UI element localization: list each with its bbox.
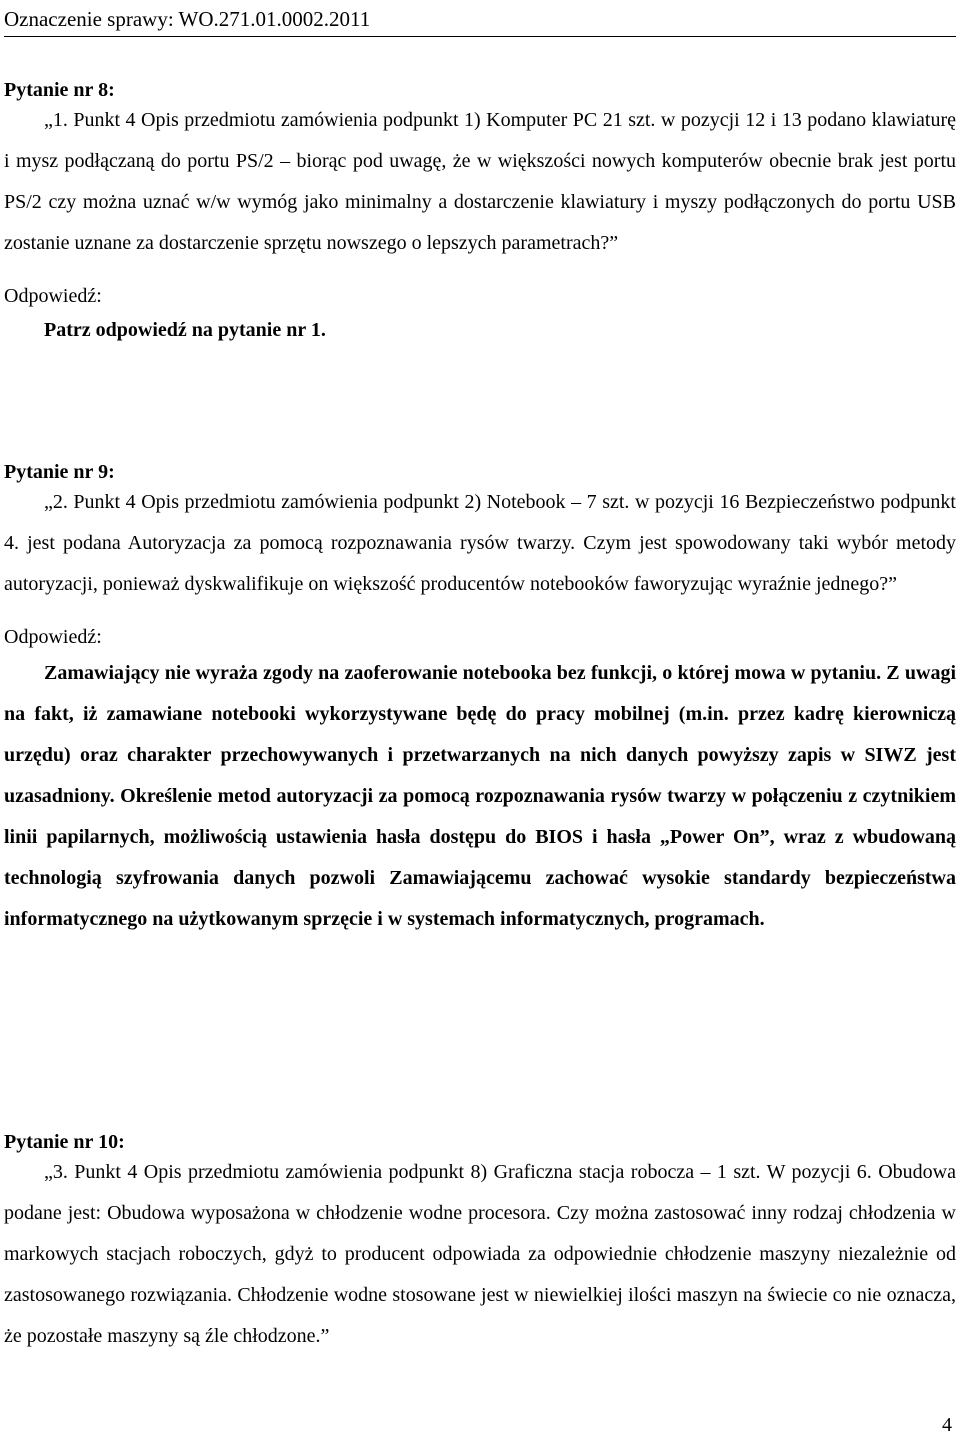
page-number: 4 <box>942 1414 952 1436</box>
question-8 <box>4 78 956 342</box>
question-10 <box>4 1130 956 1357</box>
question-9 <box>4 460 956 940</box>
question-text: „2. Punkt 4 Opis przedmiotu zamówienia podpunkt 2) Notebook – 7 szt. w pozycji 16 Bezpieczeństwo podpunkt 4. jest podana Autoryzacja za pomocą rozpoznawania rysów twarzy. Czym jest spowodowany taki wybór metody autoryzacji, ponieważ dyskwalifikuje on większość producentów notebooków faworyzując wyraźnie jednego?” <box>4 491 956 595</box>
question-text: „3. Punkt 4 Opis przedmiotu zamówienia podpunkt 8) Graficzna stacja robocza – 1 szt. W pozycji 6. Obudowa podane jest: Obudowa wyposażona w chłodzenie wodne procesora. Czy można zastosować inny rodzaj chłodzenia w markowych stacjach roboczych, gdyż to producent odpowiada za odpowiednie chłodzenie maszyny niezależnie od zastosowanego rozwiązania. Chłodzenie wodne stosowane jest w niewielkiej ilości maszyn na świecie co nie oznacza, że pozostałe maszyny są źle chłodzone.” <box>4 1161 956 1347</box>
answer-label: Odpowiedź: <box>4 285 102 307</box>
question-title: Pytanie nr 9: <box>4 461 115 483</box>
answer-text: Zamawiający nie wyraża zgody na zaoferowanie notebooka bez funkcji, o której mowa w pytaniu. Z uwagi na fakt, iż zamawiane notebooki wykorzystywane będę do pracy mobilnej (m.in. przez kadrę kierowniczą urzędu) oraz charakter przechowywanych i przetwarzanych na nich danych powyższy zapis w SIWZ jest uzasadniony. Określenie metod autoryzacji za pomocą rozpoznawania rysów twarzy w połączeniu z czytnikiem linii papilarnych, możliwością ustawienia hasła dostępu do BIOS i hasła „Power On”, wraz z wbudowaną technologią szyfrowania danych pozwoli Zamawiającemu zachować wysokie standardy bezpieczeństwa informatycznego na użytkowanym sprzęcie i w systemach informatycznych, programach. <box>4 662 956 930</box>
question-text: „1. Punkt 4 Opis przedmiotu zamówienia podpunkt 1) Komputer PC 21 szt. w pozycji 12 i 13 podano klawiaturę i mysz podłączaną do portu PS/2 – biorąc pod uwagę, że w większości nowych komputerów obecnie brak jest portu PS/2 czy można uznać w/w wymóg jako minimalny a dostarczenie klawiatury i myszy podłączonych do portu USB zostanie uznane za dostarczenie sprzętu nowszego o lepszych parametrach?” <box>4 109 956 254</box>
question-title: Pytanie nr 8: <box>4 79 115 101</box>
case-reference-header: Oznaczenie sprawy: WO.271.01.0002.2011 <box>4 6 956 37</box>
question-title: Pytanie nr 10: <box>4 1131 125 1153</box>
answer-label: Odpowiedź: <box>4 626 102 648</box>
answer-text: Patrz odpowiedź na pytanie nr 1. <box>44 319 326 341</box>
